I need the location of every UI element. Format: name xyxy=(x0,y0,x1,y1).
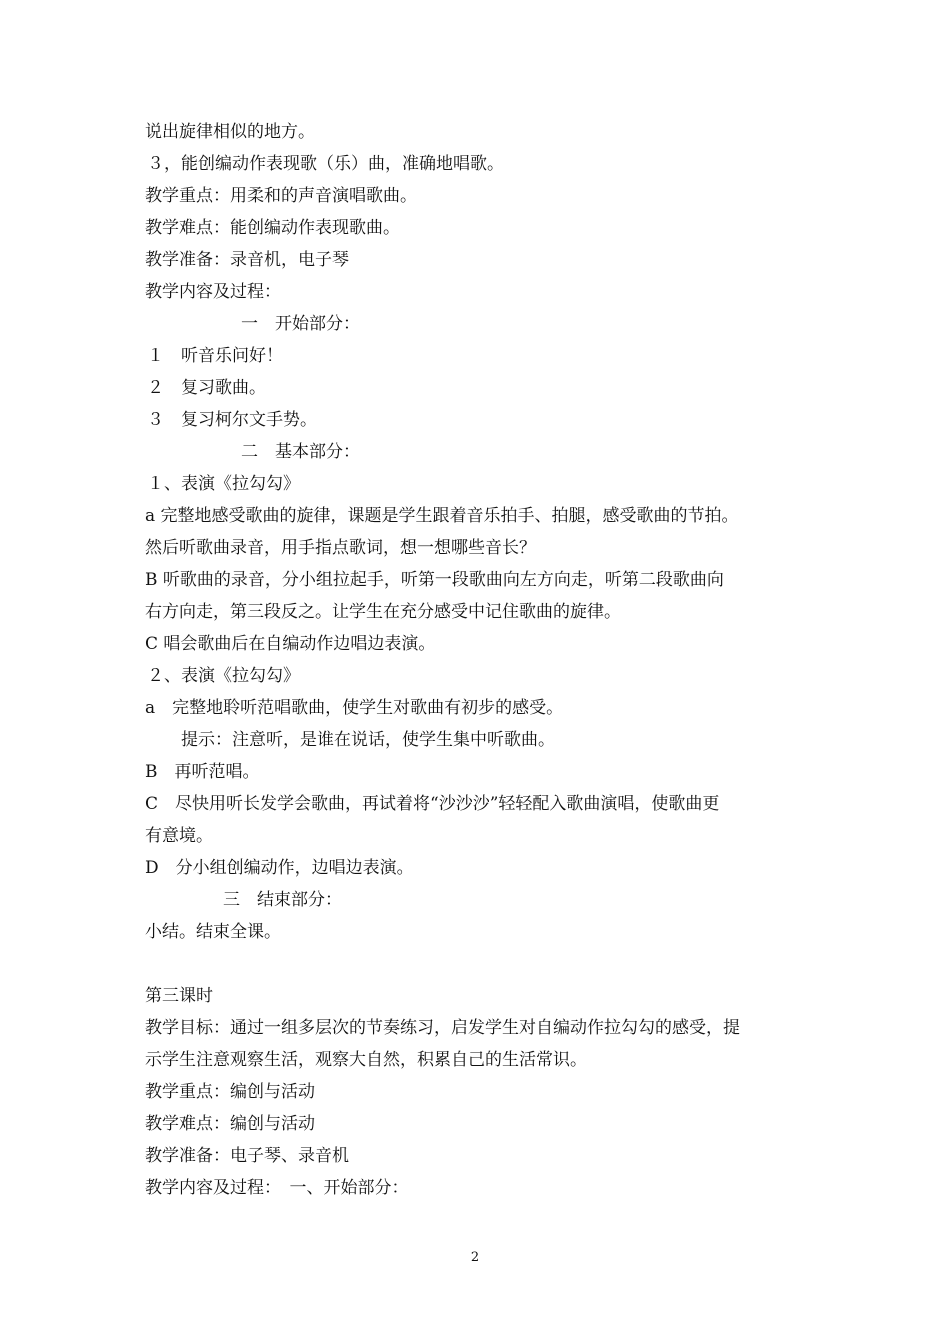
subsection-heading: ２、表演《拉勾勾》 xyxy=(147,666,300,686)
teaching-focus: 教学重点：用柔和的声音演唱歌曲。 xyxy=(145,186,417,206)
hint-line: 提示：注意听，是谁在说话，使学生集中听歌曲。 xyxy=(181,730,555,750)
paragraph-line: 有意境。 xyxy=(145,826,213,846)
page-number: 2 xyxy=(470,1250,480,1265)
section-heading-basic: 二 基本部分： xyxy=(241,442,360,462)
teaching-preparation: 教学准备：电子琴、录音机 xyxy=(145,1146,349,1166)
teaching-process-heading: 教学内容及过程： xyxy=(145,282,281,302)
paragraph-line: D 分小组创编动作，边唱边表演。 xyxy=(145,858,414,878)
paragraph-line: 然后听歌曲录音，用手指点歌词，想一想哪些音长？ xyxy=(145,538,536,558)
paragraph-line: 右方向走，第三段反之。让学生在充分感受中记住歌曲的旋律。 xyxy=(145,602,621,622)
paragraph-line: C 尽快用听长发学会歌曲，再试着将“沙沙沙”轻轻配入歌曲演唱，使歌曲更 xyxy=(145,794,720,814)
document-body xyxy=(145,116,815,1204)
teaching-focus: 教学重点：编创与活动 xyxy=(145,1082,315,1102)
blank-line xyxy=(145,948,815,980)
paragraph-line: B 再听范唱。 xyxy=(145,762,260,782)
text-line: 说出旋律相似的地方。 xyxy=(145,122,315,142)
summary-line: 小结。结束全课。 xyxy=(145,922,281,942)
paragraph-line: C 唱会歌曲后在自编动作边唱边表演。 xyxy=(145,634,436,654)
teaching-objective: 教学目标：通过一组多层次的节奏练习，启发学生对自编动作拉勾勾的感受，提 xyxy=(145,1018,740,1038)
objective-item: ３，能创编动作表现歌（乐）曲，准确地唱歌。 xyxy=(147,154,504,174)
list-item: ２ 复习歌曲。 xyxy=(147,378,266,398)
subsection-heading: １、表演《拉勾勾》 xyxy=(147,474,300,494)
paragraph-line: B 听歌曲的录音，分小组拉起手，听第一段歌曲向左方向走，听第二段歌曲向 xyxy=(145,570,724,590)
teaching-difficulty: 教学难点：编创与活动 xyxy=(145,1114,315,1134)
lesson-heading: 第三课时 xyxy=(145,986,213,1006)
teaching-preparation: 教学准备：录音机，电子琴 xyxy=(145,250,349,270)
list-item: １ 听音乐问好！ xyxy=(147,346,283,366)
section-heading-end: 三 结束部分： xyxy=(223,890,342,910)
teaching-process-heading: 教学内容及过程： 一、开始部分： xyxy=(145,1178,409,1198)
section-heading-start: 一 开始部分： xyxy=(241,314,360,334)
paragraph-line: a 完整地聆听范唱歌曲，使学生对歌曲有初步的感受。 xyxy=(145,698,564,718)
paragraph-line: a 完整地感受歌曲的旋律，课题是学生跟着音乐拍手、拍腿，感受歌曲的节拍。 xyxy=(145,506,739,526)
teaching-difficulty: 教学难点：能创编动作表现歌曲。 xyxy=(145,218,400,238)
list-item: ３ 复习柯尔文手势。 xyxy=(147,410,317,430)
teaching-objective-continued: 示学生注意观察生活，观察大自然，积累自己的生活常识。 xyxy=(145,1050,587,1070)
